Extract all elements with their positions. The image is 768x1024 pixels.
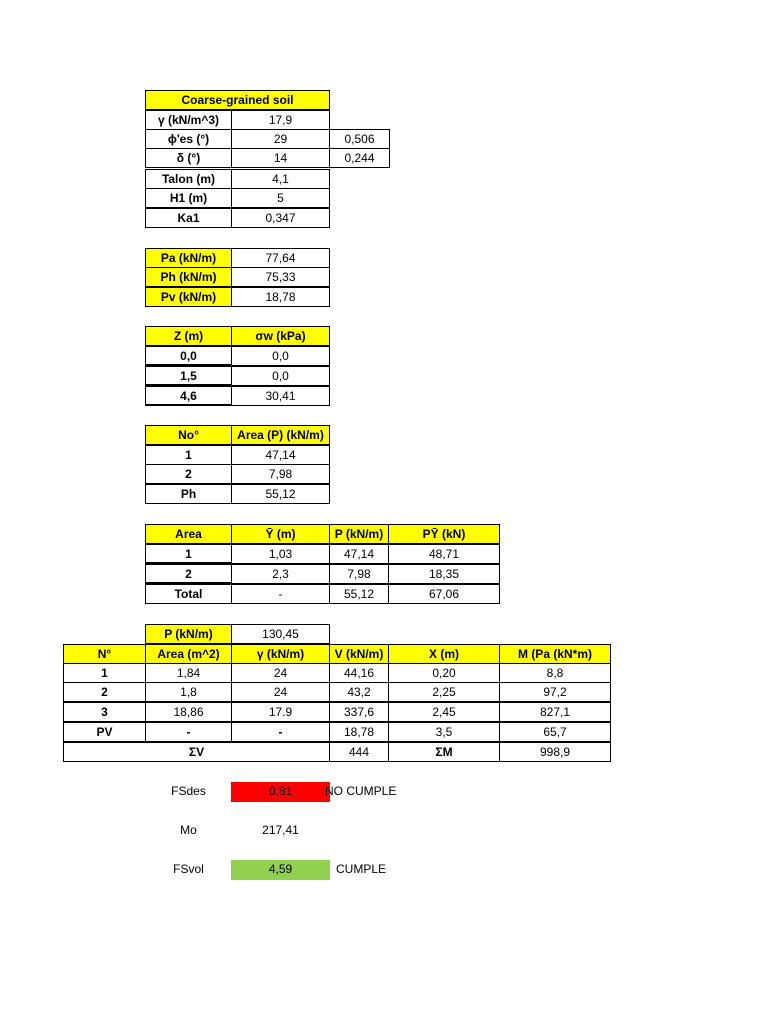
sum-m-label[interactable]: ΣM — [388, 742, 500, 762]
area-row-p[interactable]: 47,14 — [231, 445, 330, 465]
moment-row-p[interactable]: 47,14 — [329, 544, 389, 564]
area-row-no[interactable]: Ph — [145, 484, 232, 504]
vertical-row-area[interactable]: 1,8 — [145, 682, 232, 702]
moment-total-y[interactable]: - — [231, 584, 330, 604]
sum-m-value[interactable]: 998,9 — [499, 742, 611, 762]
moment-row-py[interactable]: 48,71 — [388, 544, 500, 564]
moment-header-area[interactable]: Area — [145, 524, 232, 544]
vertical-row-m[interactable]: 65,7 — [499, 722, 611, 742]
vertical-row-x[interactable]: 2,45 — [388, 702, 500, 722]
moment-row-py[interactable]: 18,35 — [388, 564, 500, 584]
moment-row-y[interactable]: 2,3 — [231, 564, 330, 584]
area-header-no[interactable]: No° — [145, 425, 232, 445]
soil-h1-label[interactable]: H1 (m) — [145, 188, 232, 208]
sum-v-value[interactable]: 444 — [329, 742, 389, 762]
ph-label[interactable]: Ph (kN/m) — [145, 267, 232, 287]
vertical-header-area[interactable]: Area (m^2) — [145, 644, 232, 664]
ph-value[interactable]: 75,33 — [231, 267, 330, 287]
fsvol-label: FSvol — [173, 862, 204, 876]
water-header-z[interactable]: Z (m) — [145, 326, 232, 346]
vertical-row-m[interactable]: 8,8 — [499, 663, 611, 683]
water-row-sigma[interactable]: 30,41 — [231, 386, 330, 406]
pa-label[interactable]: Pa (kN/m) — [145, 248, 232, 268]
soil-talon-value[interactable]: 4,1 — [231, 169, 330, 189]
soil-h1-value[interactable]: 5 — [231, 188, 330, 208]
vertical-header-m[interactable]: M (Pa (kN*m) — [499, 644, 611, 664]
water-row-z[interactable]: 0,0 — [145, 346, 232, 366]
vertical-row-m[interactable]: 827,1 — [499, 702, 611, 722]
moment-header-py[interactable]: PȲ (kN) — [388, 524, 500, 544]
vertical-row-gamma[interactable]: 17.9 — [231, 702, 330, 722]
water-row-sigma[interactable]: 0,0 — [231, 346, 330, 366]
fsvol-status: CUMPLE — [336, 862, 387, 876]
moment-total-label[interactable]: Total — [145, 584, 232, 604]
vertical-row-v[interactable]: 43,2 — [329, 682, 389, 702]
soil-gamma-label[interactable]: γ (kN/m^3) — [145, 110, 232, 130]
vertical-row-area[interactable]: 1,84 — [145, 663, 232, 683]
pv-label[interactable]: Pv (kN/m) — [145, 287, 232, 307]
area-row-no[interactable]: 2 — [145, 464, 232, 484]
area-row-no[interactable]: 1 — [145, 445, 232, 465]
water-row-z[interactable]: 4,6 — [145, 386, 232, 406]
water-header-sigma[interactable]: σw (kPa) — [231, 326, 330, 346]
soil-phi-value[interactable]: 29 — [231, 129, 330, 149]
soil-delta-value[interactable]: 14 — [231, 148, 330, 168]
vertical-row-no[interactable]: 2 — [63, 682, 146, 702]
sum-v-label[interactable]: ΣV — [63, 742, 330, 762]
vertical-row-gamma[interactable]: - — [231, 722, 330, 742]
soil-delta-label[interactable]: δ (°) — [145, 148, 232, 168]
soil-talon-label[interactable]: Talon (m) — [145, 169, 232, 189]
area-header-p[interactable]: Area (P) (kN/m) — [231, 425, 330, 445]
vertical-row-v[interactable]: 337,6 — [329, 702, 389, 722]
vertical-row-no[interactable]: PV — [63, 722, 146, 742]
soil-gamma-value[interactable]: 17,9 — [231, 110, 330, 130]
soil-ka1-label[interactable]: Ka1 — [145, 208, 232, 228]
water-row-z[interactable]: 1,5 — [145, 366, 232, 386]
vertical-row-x[interactable]: 0,20 — [388, 663, 500, 683]
moment-row-area[interactable]: 2 — [145, 564, 232, 584]
mo-value[interactable]: 217,41 — [262, 823, 299, 837]
fsvol-value[interactable]: 4,59 — [231, 860, 330, 880]
vertical-header-x[interactable]: X (m) — [388, 644, 500, 664]
vertical-row-v[interactable]: 44,16 — [329, 663, 389, 683]
soil-phi-rad[interactable]: 0,506 — [329, 129, 390, 149]
vertical-header-gamma[interactable]: γ (kN/m) — [231, 644, 330, 664]
fsdes-value[interactable]: 0,81 — [231, 782, 330, 802]
moment-row-y[interactable]: 1,03 — [231, 544, 330, 564]
moment-header-p[interactable]: P (kN/m) — [329, 524, 389, 544]
soil-table-title[interactable]: Coarse-grained soil — [145, 90, 330, 110]
vertical-header-v[interactable]: V (kN/m) — [329, 644, 389, 664]
vertical-row-m[interactable]: 97,2 — [499, 682, 611, 702]
vertical-row-gamma[interactable]: 24 — [231, 663, 330, 683]
moment-row-p[interactable]: 7,98 — [329, 564, 389, 584]
moment-total-py[interactable]: 67,06 — [388, 584, 500, 604]
area-row-p[interactable]: 55,12 — [231, 484, 330, 504]
vertical-header-no[interactable]: N° — [63, 644, 146, 664]
vertical-row-no[interactable]: 3 — [63, 702, 146, 722]
vertical-row-area[interactable]: - — [145, 722, 232, 742]
vertical-row-gamma[interactable]: 24 — [231, 682, 330, 702]
pv-value[interactable]: 18,78 — [231, 287, 330, 307]
fsdes-label: FSdes — [171, 784, 206, 798]
soil-phi-label[interactable]: ϕ'es (°) — [145, 129, 232, 149]
vertical-row-v[interactable]: 18,78 — [329, 722, 389, 742]
water-row-sigma[interactable]: 0,0 — [231, 366, 330, 386]
vertical-row-x[interactable]: 2,25 — [388, 682, 500, 702]
moment-row-area[interactable]: 1 — [145, 544, 232, 564]
vertical-p-value[interactable]: 130,45 — [231, 624, 330, 644]
moment-total-p[interactable]: 55,12 — [329, 584, 389, 604]
pa-value[interactable]: 77,64 — [231, 248, 330, 268]
vertical-p-label[interactable]: P (kN/m) — [145, 624, 232, 644]
fsdes-status: NO CUMPLE — [325, 784, 397, 798]
soil-delta-rad[interactable]: 0,244 — [329, 148, 390, 168]
vertical-row-x[interactable]: 3,5 — [388, 722, 500, 742]
mo-label: Mo — [180, 823, 197, 837]
vertical-row-area[interactable]: 18,86 — [145, 702, 232, 722]
area-row-p[interactable]: 7,98 — [231, 464, 330, 484]
moment-header-y[interactable]: Ȳ (m) — [231, 524, 330, 544]
soil-ka1-value[interactable]: 0,347 — [231, 208, 330, 228]
vertical-row-no[interactable]: 1 — [63, 663, 146, 683]
